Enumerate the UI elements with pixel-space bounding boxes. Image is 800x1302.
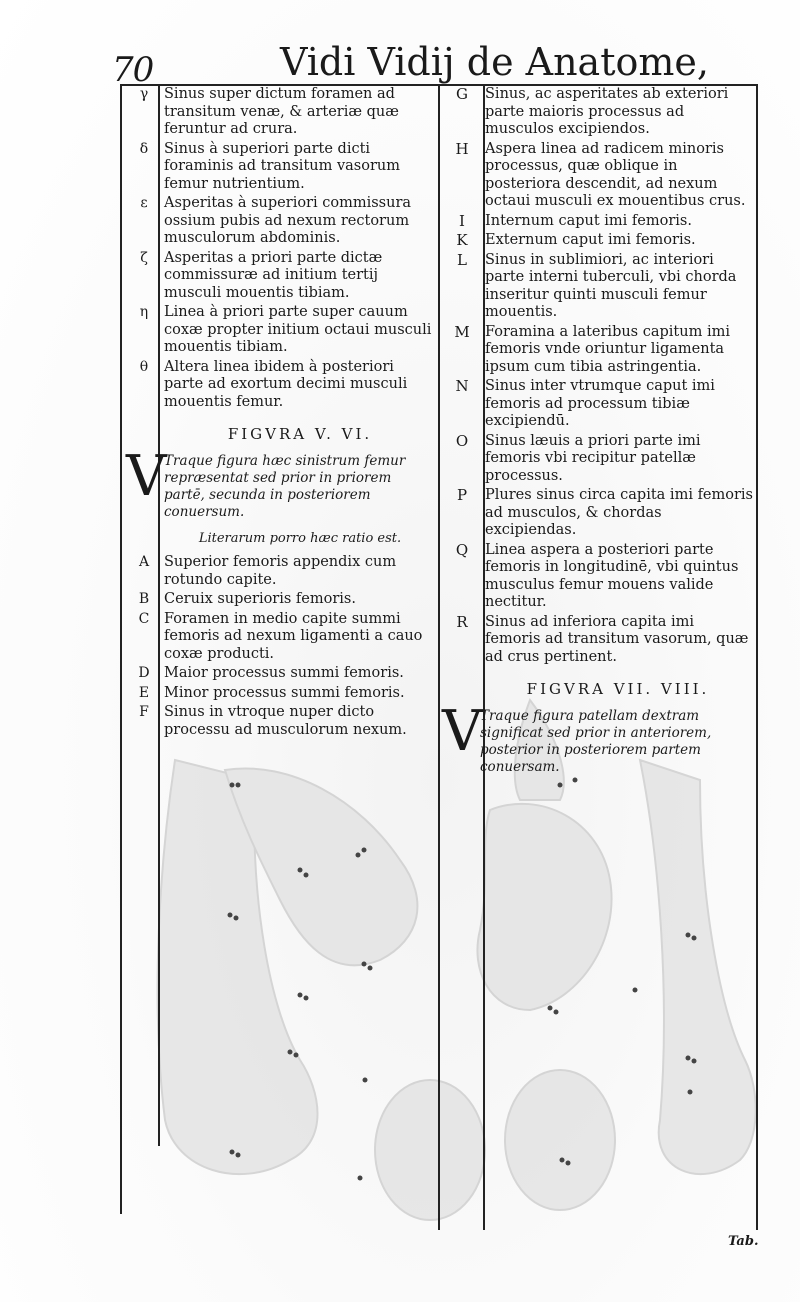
legend-letter: I xyxy=(459,211,465,230)
legend-entry xyxy=(126,685,434,703)
figure-intro-paragraph xyxy=(126,444,434,521)
legend-text: Foramina a lateribus capitum imi femoris vnde oriuntur ligamenta ipsum cum tibia astringentia. xyxy=(485,323,730,375)
legend-text: Foramen in medio capite summi femoris ad nexum ligamenti a cauo coxæ producti. xyxy=(164,610,423,662)
legend-entry xyxy=(442,232,754,250)
legend-text: Plures sinus circa capita imi femoris ad musculos, & chordas excipiendas. xyxy=(485,487,754,538)
frame-right-rule xyxy=(756,84,758,1230)
legend-letter: H xyxy=(455,139,469,158)
legend-text: Ceruix superioris femoris. xyxy=(164,591,356,607)
legend-entry xyxy=(126,195,434,248)
legend-text: Asperitas a priori parte dictæ commissuræ ad initium tertij musculi mouentis tibiam. xyxy=(164,249,383,301)
legend-letter: ζ xyxy=(140,249,148,266)
figure-heading: FIGVRA V. VI. xyxy=(227,425,373,443)
legend-text: Sinus à superiori parte dicti foraminis ad transitum vasorum femur nutrientium. xyxy=(164,140,400,192)
legend-letter: δ xyxy=(139,140,149,157)
legend-text: Linea à priori parte super cauum coxæ propter initium octaui musculi mouentis tibiam. xyxy=(164,304,432,355)
legend-entry xyxy=(126,704,434,739)
figure-intro-text: Traque figura patellam dextram significat sed prior in anteriorem, posterior in posteriorem partem conuersam. xyxy=(480,708,712,775)
legend-entry xyxy=(126,665,434,683)
legend-entry xyxy=(126,611,434,664)
legend-entry xyxy=(442,213,754,231)
legend-entry xyxy=(442,614,754,667)
legend-entry xyxy=(442,86,754,139)
legend-text: Maior processus summi femoris. xyxy=(164,665,404,681)
legend-text: Sinus læuis a priori parte imi femoris vbi recipitur patellæ processus. xyxy=(485,432,701,484)
legend-text: Sinus in vtroque nuper dicto processu ad musculorum nexum. xyxy=(164,704,407,738)
legend-letter: G xyxy=(456,85,468,103)
legend-entry xyxy=(442,433,754,486)
legend-letter: E xyxy=(138,684,150,701)
legend-entry xyxy=(442,378,754,431)
legend-letter: R xyxy=(456,612,468,631)
legend-letter: F xyxy=(139,704,149,720)
legend-text: Asperitas à superiori commissura ossium pubis ad nexum rectorum musculorum abdominis. xyxy=(164,195,412,246)
legend-text: Sinus inter vtrumque caput imi femoris ad processum tibiæ excipiendū. xyxy=(485,378,715,429)
figure-intro-paragraph xyxy=(442,699,754,776)
legend-text: Aspera linea ad radicem minoris processus, quæ oblique in posteriora descendit, ad nexum octaui musculi ex mouentibus crus. xyxy=(485,140,746,209)
figure-intro-text: Traque figura hæc sinistrum femur repræsentat sed prior in priorem partē, secunda in posteriorem conuersum. xyxy=(164,453,406,520)
running-head: Vidi Vidij de Anatome, xyxy=(280,40,709,84)
legend-letter: γ xyxy=(139,86,149,102)
legend-letter: θ xyxy=(139,358,149,375)
catchword: Tab. xyxy=(728,1234,759,1249)
legend-letter: P xyxy=(456,486,468,504)
legend-entry xyxy=(442,487,754,540)
legend-letter: A xyxy=(138,554,150,570)
legend-letter: ε xyxy=(140,195,148,211)
figure-heading: FIGVRA VII. VIII. xyxy=(526,680,710,698)
legend-text: Minor processus summi femoris. xyxy=(164,684,405,701)
legend-letter: η xyxy=(139,304,149,320)
legend-text: Internum caput imi femoris. xyxy=(485,212,692,229)
legend-entry xyxy=(442,141,754,211)
drop-cap: V xyxy=(126,444,167,509)
legend-letter: B xyxy=(138,591,150,607)
legend-text: Altera linea ibidem à posteriori parte ad exortum decimi musculi mouentis femur. xyxy=(164,358,408,410)
page-number: 70 xyxy=(112,50,154,90)
legend-text: Superior femoris appendix cum rotundo capite. xyxy=(164,554,397,588)
legend-entry xyxy=(442,542,754,612)
legend-entry xyxy=(442,252,754,322)
legend-letter: Q xyxy=(455,540,469,559)
center-rule-left xyxy=(438,84,440,1230)
legend-entry xyxy=(126,554,434,589)
legend-entry xyxy=(126,86,434,139)
legend-letter: C xyxy=(138,610,150,627)
legend-entry xyxy=(126,141,434,194)
frame-left-rule xyxy=(120,84,122,1214)
legend-text: Sinus super dictum foramen ad transitum venæ, & arteriæ quæ feruntur ad crura. xyxy=(164,86,399,137)
legend-entry xyxy=(442,324,754,377)
right-column xyxy=(442,86,754,786)
legend-letter: D xyxy=(138,665,150,681)
legend-letter: L xyxy=(457,250,467,269)
legend-letter: K xyxy=(456,231,468,249)
legend-subheading: Literarum porro hæc ratio est. xyxy=(198,531,402,546)
legend-letter: M xyxy=(454,322,470,341)
legend-entry xyxy=(126,359,434,412)
legend-text: Sinus ad inferiora capita imi femoris ad transitum vasorum, quæ ad crus pertinent. xyxy=(485,613,749,665)
legend-entry xyxy=(126,250,434,303)
legend-text: Linea aspera a posteriori parte femoris in longitudinē, vbi quintus musculus femur mouens valide nectitur. xyxy=(485,541,739,610)
legend-text: Sinus in sublimiori, ac interiori parte interni tuberculi, vbi chorda inseritur quinti musculi femur mouentis. xyxy=(485,251,737,320)
legend-letter: N xyxy=(455,377,469,395)
left-column xyxy=(126,86,434,741)
legend-entry xyxy=(126,304,434,357)
legend-text: Externum caput imi femoris. xyxy=(485,232,696,248)
drop-cap: V xyxy=(442,699,483,764)
legend-letter: O xyxy=(455,431,469,450)
legend-entry xyxy=(126,591,434,609)
legend-text: Sinus, ac asperitates ab exteriori parte maioris processus ad musculos excipiendos. xyxy=(485,86,729,137)
